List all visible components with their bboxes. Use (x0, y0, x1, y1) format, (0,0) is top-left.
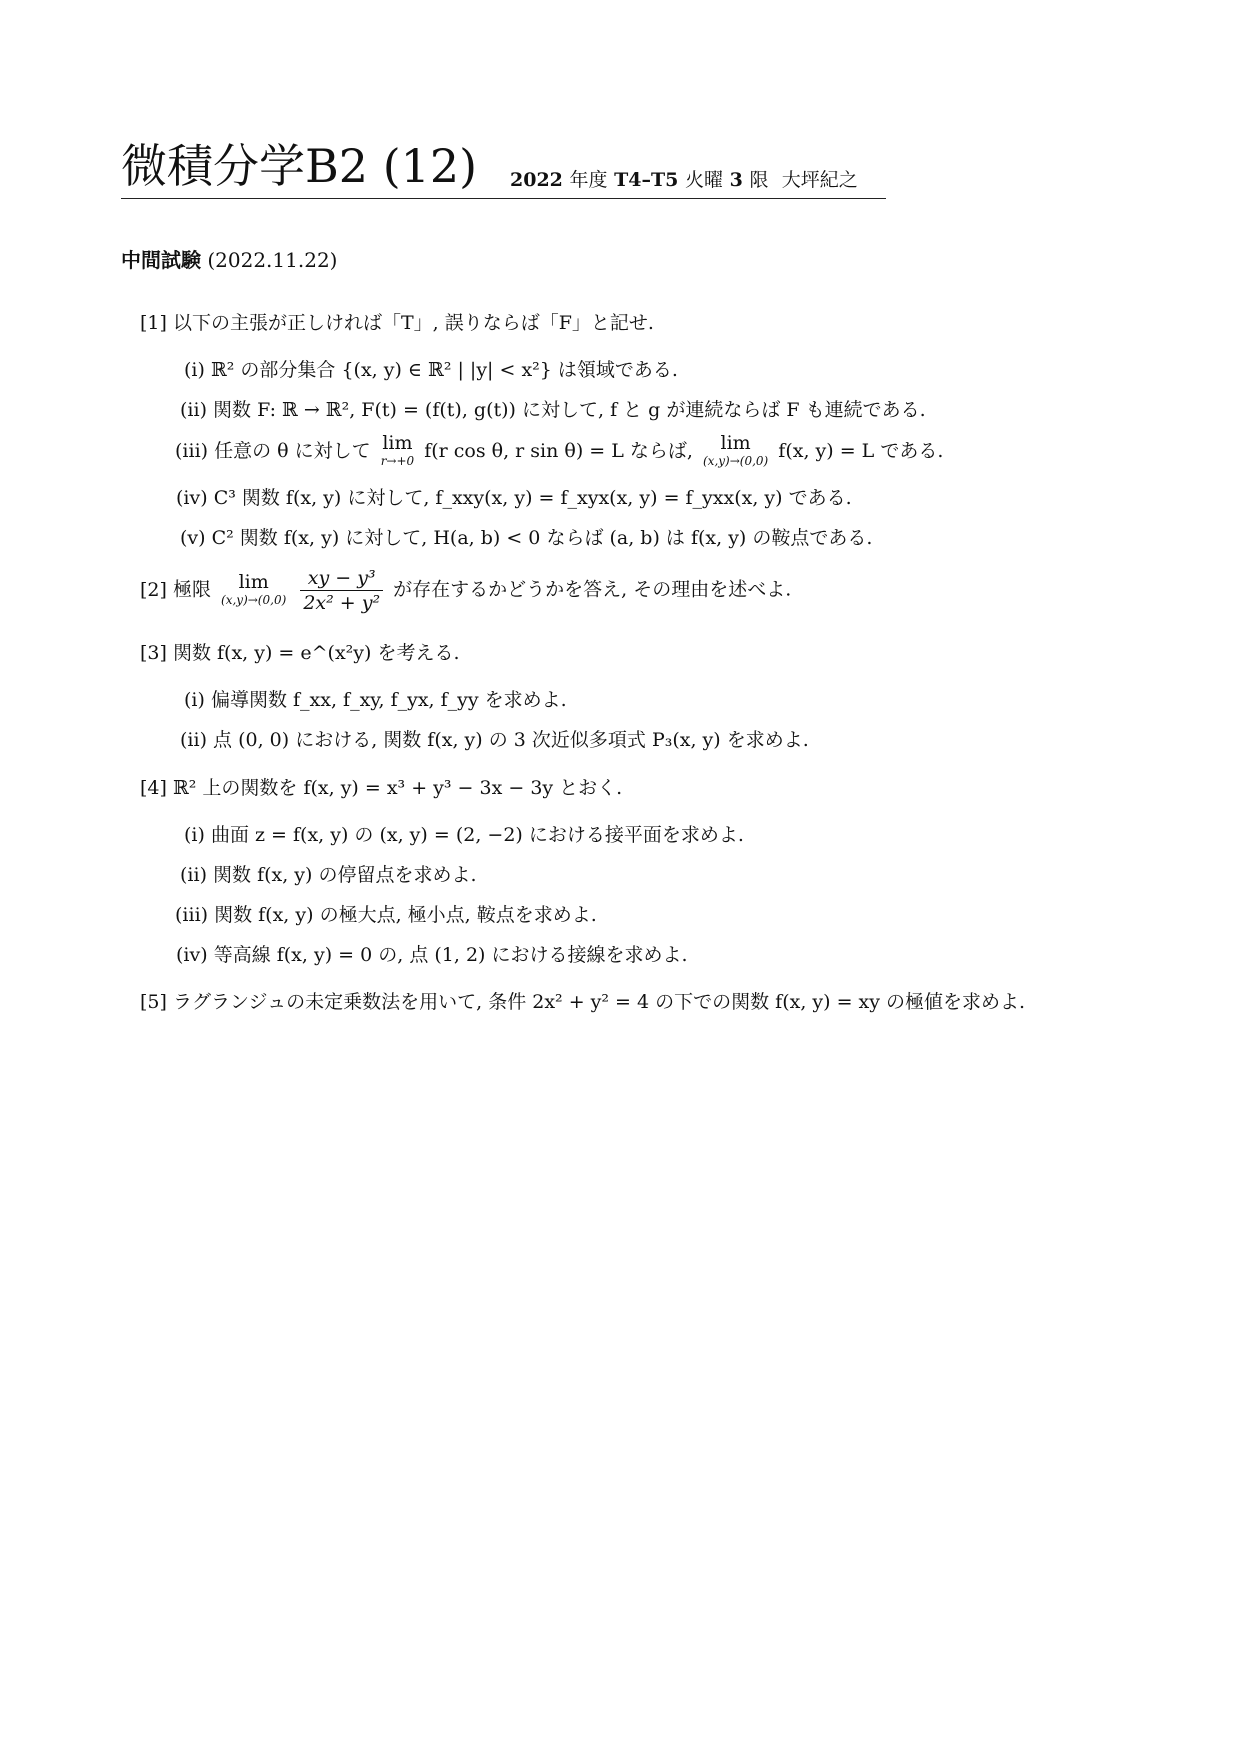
item-text: 関数 f(x, y) の極大点, 極小点, 鞍点を求めよ. (214, 904, 597, 926)
item-number: (ii) (180, 729, 207, 751)
item-text: 関数 F: ℝ → ℝ², F(t) = (f(t), g(t)) に対して, f と g が連続ならば F も連続である. (213, 399, 926, 421)
course-code: B2 (12) (305, 139, 478, 193)
q4-prompt (140, 775, 622, 801)
item-number: (iii) (175, 904, 209, 926)
q3-item-ii (180, 727, 809, 753)
period-num: 3 (729, 169, 743, 191)
slot: T4–T5 (614, 169, 679, 191)
exam-label: 中間試験 (121, 248, 201, 272)
page-title (121, 138, 477, 194)
day: 火曜 (685, 169, 724, 191)
q5-prompt (140, 989, 1025, 1015)
item-text-post: f(x, y) = L である. (778, 440, 944, 462)
item-text-pre: 任意の θ に対して (214, 440, 371, 462)
q1-item-ii (180, 397, 926, 423)
q4-text: ℝ² 上の関数を f(x, y) = x³ + y³ − 3x − 3y とおく. (172, 777, 623, 799)
item-text: C² 関数 f(x, y) に対して, H(a, b) < 0 ならば (a, b) は f(x, y) の鞍点である. (211, 527, 873, 549)
q5-number: [5] (140, 991, 167, 1013)
q1-item-v (180, 525, 872, 551)
item-number: (ii) (180, 864, 207, 886)
limit-r: lim r→+0 (380, 432, 415, 468)
item-number: (iii) (175, 440, 209, 462)
course-name: 微積分学 (121, 139, 305, 193)
q4-number: [4] (140, 777, 167, 799)
q4-item-iv (176, 942, 688, 968)
q1-item-iv (176, 485, 852, 511)
page-header (121, 138, 886, 199)
q3-item-i (184, 687, 567, 713)
item-text: 関数 f(x, y) の停留点を求めよ. (213, 864, 477, 886)
item-text: ℝ² の部分集合 {(x, y) ∈ ℝ² | |y| < x²} は領域である. (210, 359, 678, 381)
q3-text: 関数 f(x, y) = e^(x²y) を考える. (172, 642, 460, 664)
q1-text: 以下の主張が正しければ「T」, 誤りならば「F」と記せ. (172, 312, 654, 334)
fraction (300, 566, 383, 615)
course-info (510, 165, 858, 192)
item-text-mid: f(r cos θ, r sin θ) = L ならば, (424, 440, 693, 462)
item-number: (ii) (180, 399, 207, 421)
q1-item-i (184, 357, 678, 383)
item-text: 偏導関数 f_xx, f_xy, f_yx, f_yy を求めよ. (210, 689, 567, 711)
q4-item-i (184, 822, 744, 848)
exam-date: (2022.11.22) (207, 248, 338, 272)
item-number: (i) (184, 689, 205, 711)
exam-heading (121, 244, 337, 273)
q2-prompt (140, 566, 791, 615)
q4-item-iii (175, 902, 597, 928)
item-number: (iv) (176, 487, 208, 509)
item-number: (iv) (176, 944, 208, 966)
denominator: 2x² + y² (303, 592, 381, 614)
q1-prompt (140, 310, 654, 336)
numerator: xy − y³ (300, 566, 383, 591)
year: 2022 (510, 169, 563, 191)
q3-number: [3] (140, 642, 167, 664)
item-text: C³ 関数 f(x, y) に対して, f_xxy(x, y) = f_xyx(x, y) = f_yxx(x, y) である. (213, 487, 852, 509)
q2-text-post: が存在するかどうかを答え, その理由を述べよ. (393, 578, 792, 601)
item-text: 曲面 z = f(x, y) の (x, y) = (2, −2) における接平面を求めよ. (210, 824, 744, 846)
item-text: 等高線 f(x, y) = 0 の, 点 (1, 2) における接線を求めよ. (213, 944, 688, 966)
item-text: 点 (0, 0) における, 関数 f(x, y) の 3 次近似多項式 P₃(x, y) を求めよ. (213, 729, 809, 751)
q2-number: [2] (140, 578, 167, 601)
q5-text: ラグランジュの未定乗数法を用いて, 条件 2x² + y² = 4 の下での関数 f(x, y) = xy の極値を求めよ. (172, 991, 1026, 1013)
item-number: (i) (184, 824, 205, 846)
limit-xy: lim (x,y)→(0,0) (703, 432, 769, 468)
limit-xy: lim (x,y)→(0,0) (221, 570, 287, 607)
q1-number: [1] (140, 312, 167, 334)
nendo: 年度 (569, 169, 608, 191)
q3-prompt (140, 640, 460, 666)
q4-item-ii (180, 862, 477, 888)
q1-item-iii (175, 434, 943, 470)
q2-text-pre: 極限 (172, 578, 211, 601)
item-number: (i) (184, 359, 205, 381)
item-number: (v) (180, 527, 206, 549)
period: 限 (749, 169, 769, 191)
teacher: 大坪紀之 (781, 169, 858, 191)
